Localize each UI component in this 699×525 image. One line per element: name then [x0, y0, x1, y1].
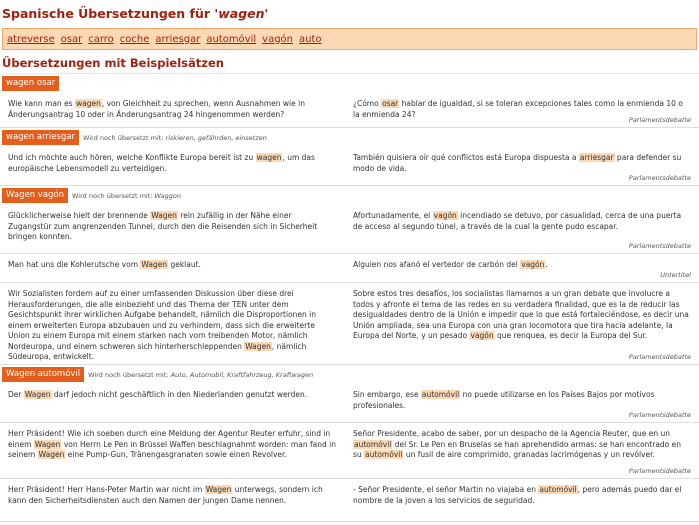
example-row — [0, 384, 699, 423]
example-row — [0, 254, 699, 283]
sentence-text: hablar de igualdad, si se toleran excepciones tales como la enmienda 10 o la enmienda 24? — [353, 99, 683, 119]
source-label: Untertitel — [660, 271, 691, 279]
link-atreverse[interactable]: atreverse — [7, 33, 55, 45]
highlight-term: wagen — [256, 153, 282, 162]
sentence-text: , um das europäische Lebensmodell zu verteidigen. — [8, 153, 315, 173]
sentence-text: Der — [8, 390, 24, 399]
source-label: Parlamentsdebatte — [628, 116, 691, 124]
also-translated-note — [72, 192, 181, 200]
also-translated-note — [83, 134, 267, 142]
sentence-text: unterwegs, sondern ich kann den Sicherheitsdiensten auch den Namen der jungen Dame nennen. — [8, 485, 323, 505]
highlight-term: Wagen — [141, 260, 168, 269]
highlight-term: Wagen — [245, 341, 271, 351]
german-sentence — [0, 205, 345, 253]
sentence-text: del Sr. Le Pen en Bruselas se han aprehendido armas: se han encontrado en su — [353, 439, 682, 459]
sentence-text: Wir Sozialisten fordern auf zu einer umfassenden Diskussion über diese drei Herausforderungen, die alle einbezieht und das Thema der TEN unter dem Gesichtspunkt ihrer wirklichen Aufgabe behandelt, nämlich die Disproportionen in einem erweiterten Europa abzubauen und zu verhindern, dass sich die erweiterte Union zu einem Europa mit einem starken nach vorn treibenden Motor, nämlich Nordeuropa, und einem schweren sich hinterherschleppenden — [8, 289, 316, 351]
source-label: Parlamentsdebatte — [628, 353, 691, 361]
highlight-term: automóvil — [354, 439, 392, 449]
translation-groups — [0, 75, 699, 522]
highlight-term: vagón — [521, 260, 545, 269]
sentence-text: , von Gleichheit zu sprechen, wenn Ausnahmen wie in Änderungsantrag 10 oder in Änderungsantrag 24 hingenommen werden? — [8, 99, 305, 119]
title-prefix: Spanische Übersetzungen für — [2, 6, 215, 21]
source-label: Parlamentsdebatte — [628, 242, 691, 250]
german-sentence — [0, 147, 345, 185]
spanish-sentence — [345, 254, 699, 282]
sentence-text: Man hat uns die Kohlerutsche vom — [8, 260, 141, 269]
sentence-text: no puede utilizarse en los Países Bajos por motivos profesionales. — [353, 390, 655, 410]
sentence-text: geklaut. — [168, 260, 201, 269]
german-sentence — [0, 93, 345, 127]
highlight-term: Wagen — [24, 390, 51, 399]
sentence-text: - Señor Presidente, el señor Martin no viajaba en — [353, 485, 539, 494]
sentence-text: Herr Präsident! Herr Hans-Peter Martin war nicht im — [8, 485, 205, 494]
sentence-text: Herr Präsident! Wie ich soeben durch eine Meldung der Agentur Reuter erfuhr, sind in einem — [8, 429, 331, 449]
link-automovil[interactable]: automóvil — [206, 33, 257, 45]
sentence-text: Sin embargo, ese — [353, 390, 421, 399]
translation-links-bar — [2, 28, 697, 50]
link-arriesgar[interactable]: arriesgar — [155, 33, 201, 45]
highlight-term: arriesgar — [579, 153, 614, 162]
translation-pair-tag: Wagen vagón — [2, 188, 68, 203]
german-sentence — [0, 384, 345, 422]
sentence-text: Señor Presidente, acabo de saber, por un despacho de la Agencia Reuter, que en un — [353, 429, 670, 438]
highlight-term: Wagen — [38, 450, 65, 459]
alternative-translations: Auto, Automobil, Kraftfahrzeug, Kraftwagen — [170, 370, 314, 379]
also-label: Wird noch übersetzt mit: — [72, 191, 155, 200]
sentence-text: von Herrn Le Pen in Brüssel Waffen beschlagnahmt worden: man fand in seinem — [8, 439, 336, 459]
translation-group-header — [2, 75, 697, 92]
highlight-term: automóvil — [539, 485, 577, 494]
link-vagon[interactable]: vagón — [262, 33, 294, 45]
section-title: Übersetzungen mit Beispielsätzen — [0, 50, 699, 74]
page-title — [0, 0, 699, 24]
sentence-text: para defender su modo de vida. — [353, 153, 682, 173]
example-row — [0, 147, 699, 186]
also-translated-note — [88, 371, 313, 379]
sentence-text: Alguien nos afanó el vertedor de carbón del — [353, 260, 521, 269]
example-row — [0, 283, 699, 365]
highlight-term: osar — [382, 99, 399, 108]
source-label: Parlamentsdebatte — [628, 411, 691, 419]
sentence-text: incendiado se detuvo, por casualidad, cerca de una puerta de acceso al segundo túnel, a través de la cual la gente pudo escapar. — [353, 211, 682, 231]
highlight-term: automóvil — [421, 390, 460, 399]
translation-group-header — [2, 366, 697, 383]
sentence-text: . — [545, 260, 548, 269]
highlight-term: vagón — [433, 211, 457, 220]
highlight-term: vagón — [470, 331, 494, 340]
sentence-text: Und ich möchte auch hören, welche Konflikte Europa bereit ist zu — [8, 153, 256, 162]
also-label: Wird noch übersetzt mit: — [83, 133, 166, 142]
highlight-term: Wagen — [205, 485, 232, 494]
sentence-text: eine Pump-Gun, Tränengasgranaten sowie einen Revolver. — [65, 450, 287, 459]
sentence-text: ¿Cómo — [353, 99, 382, 108]
highlight-term: automóvil — [365, 450, 403, 459]
link-auto[interactable]: auto — [299, 33, 322, 45]
source-label: Parlamentsdebatte — [628, 467, 691, 475]
german-sentence — [0, 479, 345, 521]
sentence-text: darf jedoch nicht geschäftlich in den Niederlanden genutzt werden. — [51, 390, 308, 399]
translation-pair-tag: wagen osar — [2, 76, 59, 91]
translation-pair-tag: Wagen automóvil — [2, 367, 84, 382]
highlight-term: wagen — [75, 99, 101, 108]
alternative-translations: riskieren, gefährden, einsetzen — [165, 133, 267, 142]
spanish-sentence — [345, 479, 699, 521]
alternative-translations: Waggon — [154, 191, 181, 200]
translation-pair-tag: wagen arriesgar — [2, 130, 79, 145]
translation-group-header — [2, 187, 697, 204]
sentence-text: También quisiera oír qué conflictos está Europa dispuesta a — [353, 153, 579, 162]
sentence-text: Wie kann man es — [8, 99, 75, 108]
highlight-term: Wagen — [151, 211, 177, 220]
sentence-text: Glücklicherweise hielt der brennende — [8, 211, 151, 220]
example-row — [0, 479, 699, 522]
link-carro[interactable]: carro — [88, 33, 114, 45]
sentence-text: , pero además puedo dar el nombre de la joven a los servicios de seguridad. — [353, 485, 682, 505]
german-sentence — [0, 254, 345, 282]
also-label: Wird noch übersetzt mit: — [88, 370, 171, 379]
sentence-text: Sobre estos tres desafíos, los socialistas llamamos a un gran debate que involucre a todos y afronte el tema de las redes en su verdadera finalidad, que es la de reducir las desigualdades dentro de la Unión e impedir que lo que está fortaleciéndose, es decir una Unión ampliada, sea una Europa con una gran locomotora que tira hacia adelante, la Europa del Norte, y un pesado — [353, 289, 689, 340]
example-row — [0, 93, 699, 128]
sentence-text: un fusil de aire comprimido, granadas lacrimógenas y un revólver. — [403, 450, 655, 459]
sentence-text: , nämlich Südeuropa, entwickelt. — [8, 341, 307, 361]
highlight-term: Wagen — [34, 439, 61, 449]
spanish-sentence — [345, 283, 699, 364]
link-coche[interactable]: coche — [119, 33, 150, 45]
sentence-text: que renquea, es decir la Europa del Sur. — [494, 331, 648, 340]
sentence-text: Afortunadamente, el — [353, 211, 433, 220]
title-word: 'wagen' — [214, 6, 269, 21]
german-sentence — [0, 423, 345, 478]
sentence-text: rein zufällig in der Nähe einer Zugangstür zum angrenzenden Tunnel, durch den die Reisenden sich in Sicherheit bringen konnten. — [8, 211, 318, 241]
example-row — [0, 423, 699, 479]
translation-group-header — [2, 129, 697, 146]
source-label: Parlamentsdebatte — [628, 174, 691, 182]
link-osar[interactable]: osar — [60, 33, 83, 45]
german-sentence — [0, 283, 345, 364]
example-row — [0, 205, 699, 254]
